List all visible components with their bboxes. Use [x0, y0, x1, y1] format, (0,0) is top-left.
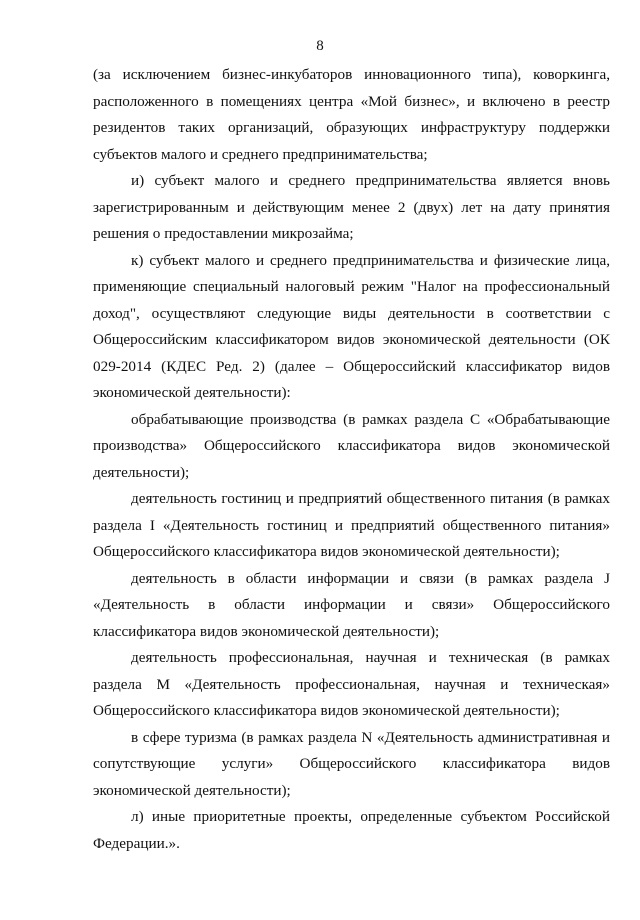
- paragraph-item-k: к) субъект малого и среднего предпринимательства и физические лица, применяющие специальный налоговый режим "Налог на профессиональный доход", осуществляют следующие виды деятельности в соответствии с Общероссийским классификатором видов экономической деятельности (ОК 029-2014 (КДЕС Ред. 2) (далее – Общероссийский классификатор видов экономической деятельности):: [93, 251, 610, 401]
- paragraph-tourism: в сфере туризма (в рамках раздела N «Деятельность административная и сопутствующие услуги» Общероссийского классификатора видов экономической деятельности);: [93, 728, 610, 799]
- paragraph-item-i: и) субъект малого и среднего предпринимательства является вновь зарегистрированным и действующим менее 2 (двух) лет на дату принятия решения о предоставлении микрозайма;: [93, 172, 610, 242]
- paragraph-hotels-catering: деятельность гостиниц и предприятий общественного питания (в рамках раздела I «Деятельность гостиниц и предприятий общественного питания» Общероссийского классификатора видов экономической деятельности);: [93, 490, 610, 560]
- page-number: 8: [316, 38, 324, 54]
- paragraph-professional-scientific: деятельность профессиональная, научная и техническая (в рамках раздела M «Деятельность профессиональная, научная и техническая» Общероссийского классификатора видов экономической деятельности);: [93, 649, 610, 719]
- paragraph-manufacturing: обрабатывающие производства (в рамках раздела C «Обрабатывающие производства» Общероссийского классификатора видов экономической деятельности);: [93, 410, 610, 481]
- document-body: [93, 62, 610, 857]
- paragraph-item-l: л) иные приоритетные проекты, определенные субъектом Российской Федерации.».: [93, 808, 610, 852]
- paragraph-continuation: (за исключением бизнес-инкубаторов инновационного типа), коворкинга, расположенного в помещениях центра «Мой бизнес», и включено в реестр резидентов таких организаций, образующих инфраструктуру поддержки субъектов малого и среднего предпринимательства;: [93, 66, 610, 163]
- paragraph-information-communication: деятельность в области информации и связи (в рамках раздела J «Деятельность в области информации и связи» Общероссийского классификатора видов экономической деятельности);: [93, 569, 610, 640]
